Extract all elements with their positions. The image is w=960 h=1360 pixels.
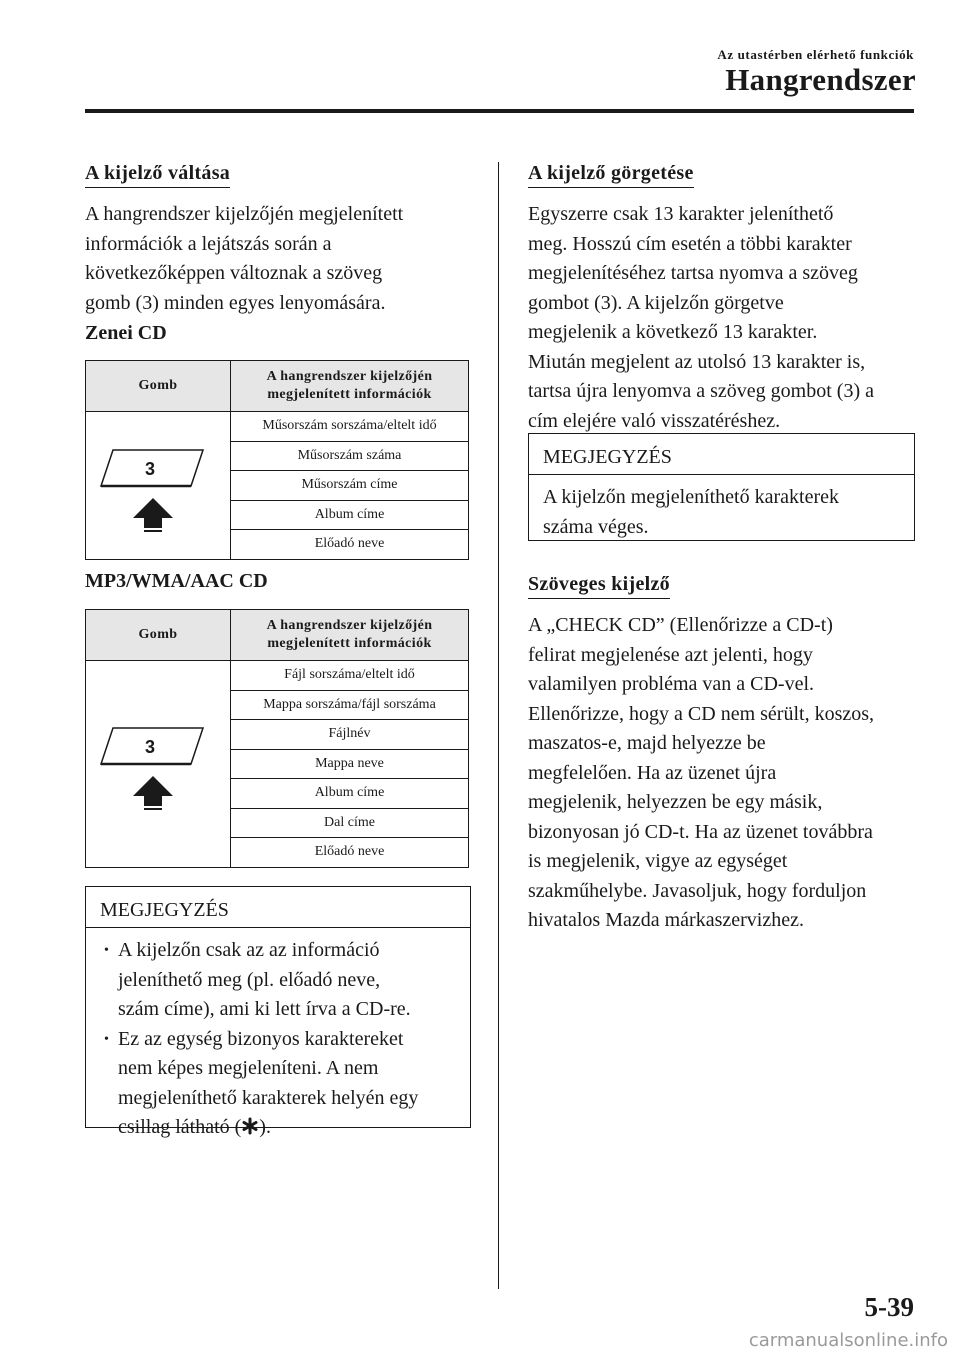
text-line: információk a lejátszás során a [85, 232, 332, 255]
text-line: bizonyosan jó CD-t. Ha az üzenet továbbra [528, 820, 873, 843]
header-rule [85, 109, 914, 113]
table-row: Fájlnév [231, 720, 469, 750]
column-header-info: A hangrendszer kijelzőjén megjelenített információk [231, 361, 469, 412]
heading-display-scroll: A kijelző görgetése [528, 162, 694, 188]
subheading-mp3-cd: MP3/WMA/AAC CD [85, 570, 268, 592]
table-row: Mappa sorszáma/fájl sorszáma [231, 690, 469, 720]
mp3-cd-info-table [85, 609, 469, 868]
check-cd-paragraph [528, 611, 928, 936]
column-divider [498, 162, 499, 1289]
text-line: valamilyen probléma van a CD-vel. [528, 673, 815, 695]
table-row: Műsorszám sorszáma/eltelt idő [231, 412, 469, 442]
note-body: A kijelzőn megjeleníthető karakterek száma véges. [543, 486, 839, 538]
text-button-illustration [93, 424, 223, 542]
text-line: következőképpen változnak a szöveg [85, 262, 383, 284]
text-line: gomb (3) minden egyes lenyomására. [85, 291, 386, 314]
table-row: Műsorszám címe [231, 471, 469, 501]
asterisk-icon [241, 1117, 259, 1135]
text-line: tartsa újra lenyomva a szöveg gombot (3) a [528, 380, 874, 402]
text-line: cím elejére való visszatéréshez. [528, 409, 781, 432]
audio-cd-info-table [85, 360, 469, 560]
note-body [86, 928, 470, 1151]
text-line: felirat megjelenése azt jelenti, hogy [528, 643, 813, 666]
intro-paragraph [85, 200, 485, 318]
button-number: 3 [145, 458, 156, 479]
table-row: Műsorszám száma [231, 441, 469, 471]
text-line: szakműhelybe. Javasoljuk, hogy forduljon [528, 879, 867, 902]
table-row: Mappa neve [231, 749, 469, 779]
table-row: Album címe [231, 500, 469, 530]
column-header-button: Gomb [86, 610, 231, 661]
text-line: gombot (3). A kijelzőn görgetve [528, 291, 784, 314]
table-row: Fájl sorszáma/eltelt idő [231, 661, 469, 691]
text-line: megjelenik a következő 13 karakter. [528, 321, 818, 343]
text-line: maszatos-e, majd helyezze be [528, 732, 766, 754]
scroll-paragraph [528, 200, 928, 436]
page-number: 5-39 [864, 1292, 914, 1322]
text-button-cell [86, 412, 231, 560]
table-row: Előadó neve [231, 838, 469, 868]
table-row: Dal címe [231, 808, 469, 838]
column-header-button: Gomb [86, 361, 231, 412]
press-button-arrow-icon [133, 498, 173, 532]
text-button-cell [86, 661, 231, 868]
text-line: Miután megjelent az utolsó 13 karakter is, [528, 350, 866, 373]
note-bullet: • A kijelzőn csak az az információ jeleníthető meg (pl. előadó neve, szám címe), ami ki lett írva a CD-re. [104, 939, 411, 1020]
press-button-arrow-icon [133, 776, 173, 810]
note-box-display-limits [85, 886, 471, 1138]
text-line: A „CHECK CD” (Ellenőrizze a CD-t) [528, 614, 833, 636]
table-row: Album címe [231, 779, 469, 809]
table-row: Előadó neve [231, 530, 469, 560]
column-header-info: A hangrendszer kijelzőjén megjelenített információk [231, 610, 469, 661]
text-line: megjelenik, helyezzen be egy másik, [528, 791, 823, 813]
text-line: Ellenőrizze, hogy a CD nem sérült, koszos, [528, 702, 875, 725]
text-line: hivatalos Mazda márkaszervizhez. [528, 909, 804, 931]
text-line: megfelelően. Ha az üzenet újra [528, 761, 777, 784]
text-button-illustration [93, 702, 223, 820]
text-line: A hangrendszer kijelzőjén megjelenített [85, 203, 404, 225]
page-title: Hangrendszer [725, 62, 916, 97]
note-title: MEGJEGYZÉS [529, 434, 914, 475]
text-line: Egyszerre csak 13 karakter jeleníthető [528, 203, 834, 225]
button-number: 3 [145, 737, 156, 758]
section-title: Az utastérben elérhető funkciók [717, 47, 914, 62]
note-box-character-limit [528, 433, 915, 541]
subheading-audio-cd: Zenei CD [85, 322, 167, 344]
heading-text-display: Szöveges kijelző [528, 573, 670, 599]
watermark: carmanualsonline.info [748, 1330, 948, 1351]
note-title: MEGJEGYZÉS [86, 887, 470, 928]
text-line: meg. Hosszú cím esetén a többi karakter [528, 232, 852, 255]
text-line: is megjelenik, vigye az egységet [528, 850, 788, 872]
heading-display-switch: A kijelző váltása [85, 162, 230, 188]
note-bullet: • Ez az egység bizonyos karaktereket nem képes megjeleníteni. A nem megjeleníthető karakterek helyén egy csillag látható ( ). [104, 1027, 419, 1138]
text-line: megjelenítéséhez tartsa nyomva a szöveg [528, 262, 858, 284]
